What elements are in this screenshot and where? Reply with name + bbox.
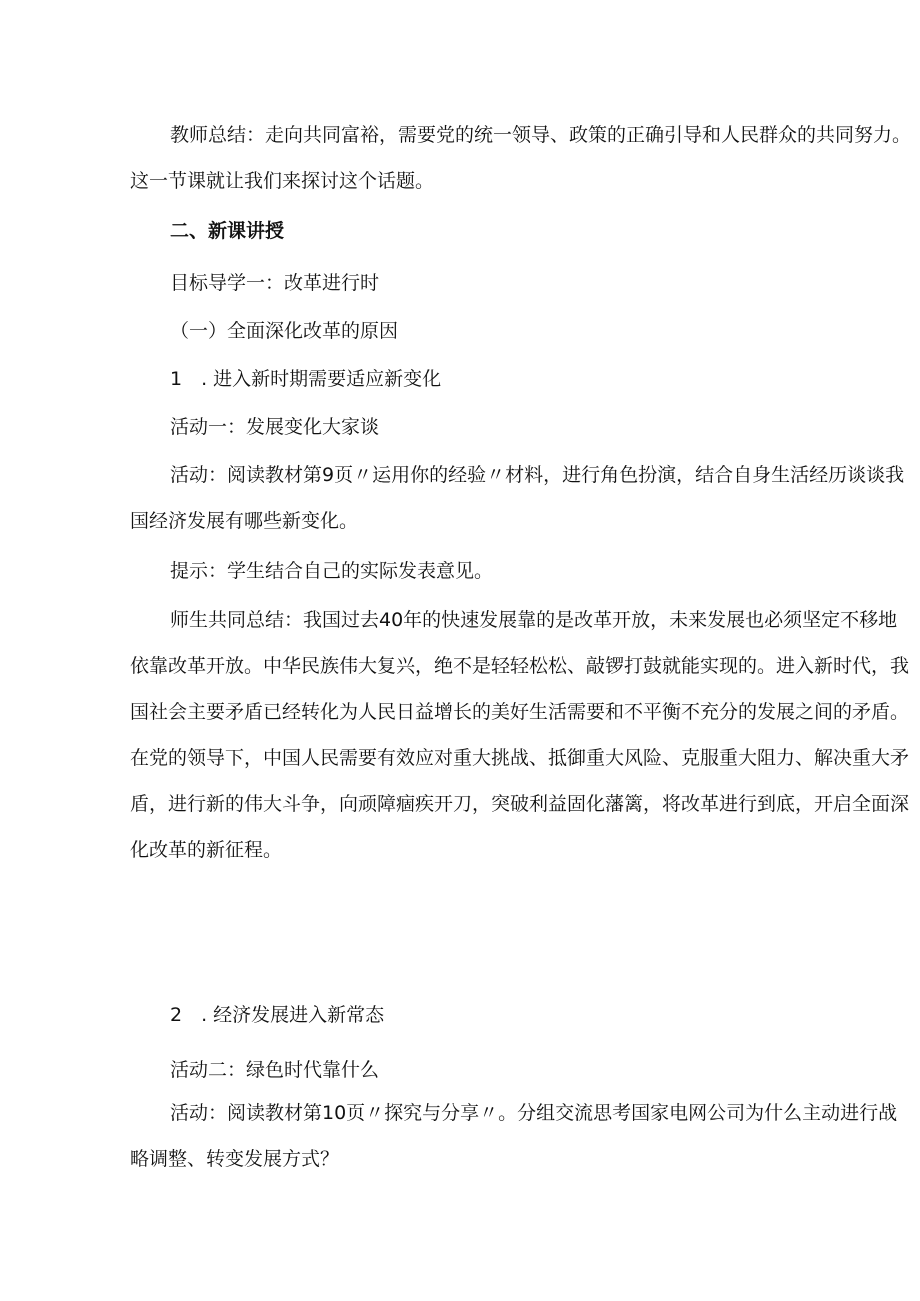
goal-heading-1: 目标导学一：改革进行时 bbox=[170, 272, 380, 294]
activity-2-description: 活动：阅读教材第10页〃探究与分享〃。分组交流思考国家电网公司为什么主动进行战略调整、转变发展方式？ bbox=[130, 1102, 898, 1170]
subsection-heading-reasons: （一）全面深化改革的原因 bbox=[170, 320, 399, 342]
teacher-summary-paragraph: 教师总结：走向共同富裕，需要党的统一领导、政策的正确引导和人民群众的共同努力。这一节课就让我们来探讨这个话题。 bbox=[130, 124, 912, 192]
point-heading-2: 2 . 经济发展进入新常态 bbox=[170, 1004, 385, 1026]
activity-2-title: 活动二：绿色时代靠什么 bbox=[170, 1059, 380, 1081]
point-heading-1: 1 . 进入新时期需要适应新变化 bbox=[170, 368, 442, 390]
section-heading-new-lesson: 二、新课讲授 bbox=[170, 220, 285, 242]
joint-summary-paragraph: 师生共同总结：我国过去40年的快速发展靠的是改革开放，未来发展也必须坚定不移地依靠改革开放。中华民族伟大复兴，绝不是轻轻松松、敲锣打鼓就能实现的。进入新时代，我国社会主要矛盾已经转化为人民日益增长的美好生活需要和不平衡不充分的发展之间的矛盾。在党的领导下，中国人民需要有效应对重大挑战、抵御重大风险、克服重大阻力、解决重大矛盾，进行新的伟大斗争，向顽障痼疾开刀，突破利益固化藩篱，将改革进行到底，开启全面深化改革的新征程。 bbox=[130, 609, 910, 861]
activity-1-title: 活动一：发展变化大家谈 bbox=[170, 416, 380, 438]
hint-paragraph: 提示：学生结合自己的实际发表意见。 bbox=[170, 560, 494, 582]
activity-1-description: 活动：阅读教材第9页〃运用你的经验〃材料，进行角色扮演，结合自身生活经历谈谈我国经济发展有哪些新变化。 bbox=[130, 464, 905, 532]
